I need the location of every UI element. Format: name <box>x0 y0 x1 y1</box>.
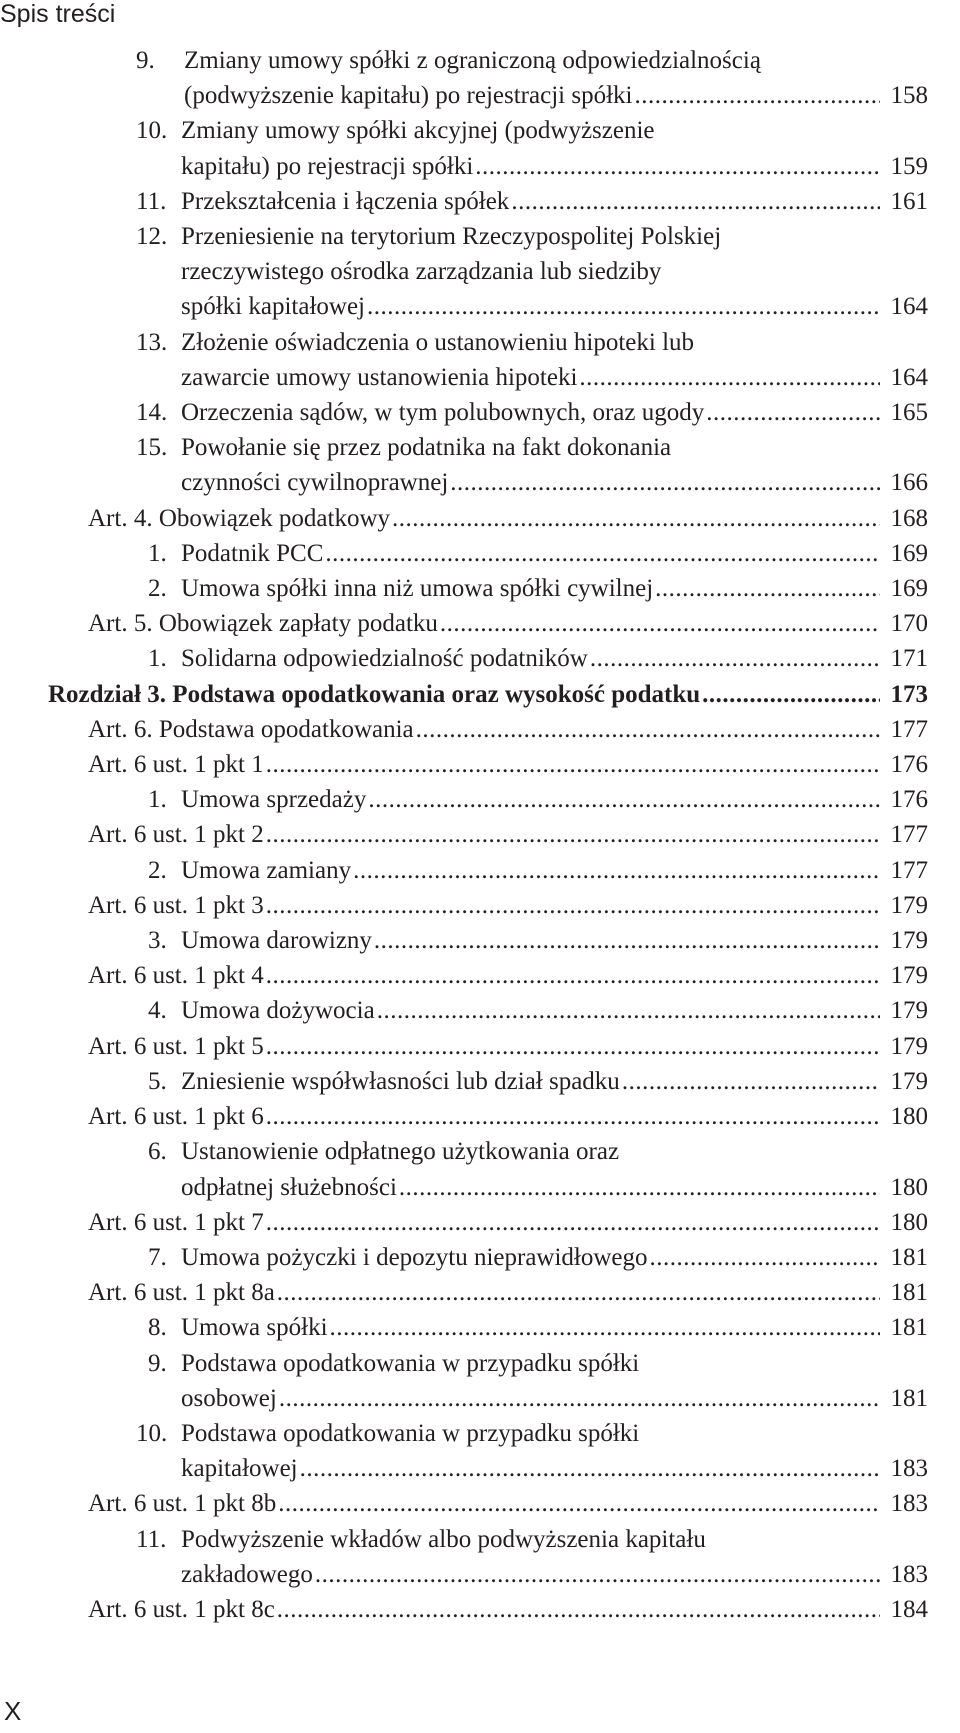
dot-leader <box>368 782 880 817</box>
dot-leader <box>416 712 880 747</box>
dot-leader <box>590 641 880 676</box>
toc-entry-title: odpłatnej służebności <box>181 1173 397 1201</box>
toc-entry-title: Podwyższenie wkładów albo podwyższenia kapitału <box>181 1525 706 1553</box>
toc-entry-title: zawarcie umowy ustanowienia hipoteki <box>181 363 578 391</box>
toc-entry-title: osobowej <box>181 1384 277 1412</box>
toc-entry-page-number: 177 <box>890 821 928 849</box>
toc-entry-page-number: 179 <box>890 1067 928 1095</box>
toc-entry-page-number: 180 <box>890 1173 928 1201</box>
toc-entry-title: Złożenie oświadczenia o ustanowieniu hipoteki lub <box>181 328 695 356</box>
toc-entry-page-number: 179 <box>890 891 928 919</box>
toc-entry-number: 4. <box>148 997 167 1025</box>
toc-entry-title: Orzeczenia sądów, w tym polubownych, oraz ugody <box>181 399 705 427</box>
page-header-title: Spis treści <box>0 0 116 28</box>
toc-entry-title: Umowa sprzedaży <box>181 786 367 814</box>
toc-entry-title: kapitału) po rejestracji spółki <box>181 152 474 180</box>
dot-leader <box>266 888 880 923</box>
toc-entry-title: Art. 6 ust. 1 pkt 1 <box>88 751 264 779</box>
page-footer-mark: X <box>4 1696 22 1726</box>
toc-entry[interactable] <box>48 1592 928 1627</box>
toc-entry[interactable] <box>48 219 928 325</box>
toc-entry[interactable] <box>48 1240 928 1275</box>
toc-entry-title: Zmiany umowy spółki akcyjnej (podwyższenie <box>181 117 655 145</box>
toc-entry-page-number: 176 <box>890 751 928 779</box>
toc-entry[interactable] <box>48 923 928 958</box>
toc-entry[interactable] <box>48 782 928 817</box>
toc-entry[interactable] <box>48 43 928 113</box>
toc-entry-number: 1. <box>148 786 167 814</box>
toc-entry-number: 7. <box>148 1243 167 1271</box>
toc-entry-title: Art. 6 ust. 1 pkt 8a <box>88 1279 275 1307</box>
toc-entry-number: 9. <box>148 1349 167 1377</box>
toc-entry-page-number: 169 <box>890 539 928 567</box>
toc-entry-number: 2. <box>148 856 167 884</box>
toc-entry-title: Rozdział 3. Podstawa opodatkowania oraz wysokość podatku <box>48 680 701 708</box>
toc-entry[interactable] <box>48 1486 928 1521</box>
dot-leader <box>266 747 880 782</box>
toc-entry-number: 11. <box>136 187 167 215</box>
dot-leader <box>440 606 880 641</box>
dot-leader <box>475 149 880 184</box>
dot-leader <box>622 1064 880 1099</box>
toc-entry-page-number: 164 <box>890 363 928 391</box>
toc-entry-title: Ustanowienie odpłatnego użytkowania oraz <box>181 1138 620 1166</box>
toc-entry[interactable] <box>48 1310 928 1345</box>
dot-leader <box>266 817 880 852</box>
dot-leader <box>450 465 880 500</box>
dot-leader <box>277 1275 880 1310</box>
toc-entry-number: 10. <box>136 1419 168 1447</box>
dot-leader <box>278 1486 880 1521</box>
toc-entry-title: Art. 6 ust. 1 pkt 4 <box>88 962 264 990</box>
toc-entry-number: 14. <box>136 399 168 427</box>
dot-leader <box>325 536 880 571</box>
toc-entry-number: 6. <box>148 1138 167 1166</box>
toc-entry-page-number: 173 <box>890 680 928 708</box>
toc-entry-title: (podwyższenie kapitału) po rejestracji spółki <box>184 82 633 110</box>
toc-entry-page-number: 181 <box>890 1243 928 1271</box>
toc-entry-page-number: 180 <box>890 1208 928 1236</box>
toc-entry-title: Art. 6. Podstawa opodatkowania <box>88 715 414 743</box>
dot-leader <box>511 184 880 219</box>
toc-entry-title: Art. 6 ust. 1 pkt 2 <box>88 821 264 849</box>
toc-entry-number: 1. <box>148 539 167 567</box>
toc-entry-title: Podatnik PCC <box>181 539 324 567</box>
toc-entry[interactable] <box>48 888 928 923</box>
toc-entry-page-number: 184 <box>890 1595 928 1623</box>
toc-entry[interactable] <box>48 677 928 712</box>
toc-entry[interactable] <box>48 993 928 1028</box>
toc-entry-title: Przekształcenia i łączenia spółek <box>181 187 510 215</box>
toc-entry-page-number: 168 <box>890 504 928 532</box>
toc-entry-title: Umowa spółki inna niż umowa spółki cywilnej <box>181 575 654 603</box>
toc-entry[interactable] <box>48 606 928 641</box>
toc-entry[interactable] <box>48 1064 928 1099</box>
toc-entry-page-number: 179 <box>890 927 928 955</box>
dot-leader <box>367 289 880 324</box>
toc-entry[interactable] <box>48 817 928 852</box>
toc-entry-title: Umowa dożywocia <box>181 997 375 1025</box>
toc-entry[interactable] <box>48 1029 928 1064</box>
dot-leader <box>377 993 880 1028</box>
toc-entry-title: rzeczywistego ośrodka zarządzania lub siedziby <box>181 258 662 286</box>
toc-entry-number: 2. <box>148 575 167 603</box>
dot-leader <box>374 923 880 958</box>
dot-leader <box>634 78 880 113</box>
toc-entry-page-number: 169 <box>890 575 928 603</box>
toc-entry[interactable] <box>48 536 928 571</box>
dot-leader <box>277 1592 880 1627</box>
toc-entry-title: Podstawa opodatkowania w przypadku spółki <box>181 1419 640 1447</box>
toc-entry[interactable] <box>48 712 928 747</box>
toc-entry-number: 10. <box>136 117 168 145</box>
toc-entry-page-number: 179 <box>890 1032 928 1060</box>
dot-leader <box>279 1381 880 1416</box>
toc-entry-title: zakładowego <box>181 1560 313 1588</box>
toc-entry-title: Art. 6 ust. 1 pkt 5 <box>88 1032 264 1060</box>
toc-entry-title: Art. 6 ust. 1 pkt 3 <box>88 891 264 919</box>
toc-entry[interactable] <box>48 1099 928 1134</box>
toc-entry-page-number: 164 <box>890 293 928 321</box>
dot-leader <box>399 1170 880 1205</box>
toc-entry[interactable] <box>48 853 928 888</box>
toc-entry-number: 12. <box>136 223 168 251</box>
toc-entry-page-number: 165 <box>890 399 928 427</box>
toc-entry-page-number: 179 <box>890 997 928 1025</box>
toc-entry[interactable] <box>48 1205 928 1240</box>
toc-entry-page-number: 176 <box>890 786 928 814</box>
toc-entry-title: Umowa darowizny <box>181 927 372 955</box>
toc-entry-page-number: 183 <box>890 1455 928 1483</box>
toc-entry-page-number: 159 <box>890 152 928 180</box>
table-of-contents <box>48 43 928 1627</box>
toc-entry-page-number: 179 <box>890 962 928 990</box>
toc-entry[interactable] <box>48 1522 928 1592</box>
toc-entry-title: Podstawa opodatkowania w przypadku spółki <box>181 1349 640 1377</box>
toc-entry-page-number: 177 <box>890 715 928 743</box>
dot-leader <box>706 395 880 430</box>
dot-leader <box>353 853 880 888</box>
toc-entry[interactable] <box>48 395 928 430</box>
toc-entry-number: 11. <box>136 1525 167 1553</box>
toc-entry-title: kapitałowej <box>181 1455 298 1483</box>
toc-entry-page-number: 183 <box>890 1560 928 1588</box>
toc-entry[interactable] <box>48 641 928 676</box>
toc-entry-page-number: 183 <box>890 1490 928 1518</box>
toc-entry-number: 9. <box>136 47 155 74</box>
toc-entry-title: Solidarna odpowiedzialność podatników <box>181 645 588 673</box>
toc-entry[interactable] <box>48 747 928 782</box>
toc-entry[interactable] <box>48 1275 928 1310</box>
toc-entry-page-number: 177 <box>890 856 928 884</box>
toc-entry[interactable] <box>48 113 928 183</box>
toc-entry-page-number: 181 <box>890 1279 928 1307</box>
toc-entry-page-number: 171 <box>890 645 928 673</box>
toc-entry-page-number: 181 <box>890 1384 928 1412</box>
toc-entry-number: 8. <box>148 1314 167 1342</box>
toc-entry-title: Art. 6 ust. 1 pkt 8b <box>88 1490 277 1518</box>
toc-entry[interactable] <box>48 1134 928 1204</box>
toc-entry-title: Zmiany umowy spółki z ograniczoną odpowiedzialnością <box>184 47 761 74</box>
dot-leader <box>266 1205 880 1240</box>
toc-entry[interactable] <box>48 571 928 606</box>
dot-leader <box>315 1557 880 1592</box>
toc-entry-title: Zniesienie współwłasności lub dział spadku <box>181 1067 620 1095</box>
dot-leader <box>579 360 880 395</box>
dot-leader <box>266 958 880 993</box>
dot-leader <box>300 1451 880 1486</box>
toc-entry-number: 3. <box>148 927 167 955</box>
toc-entry-page-number: 180 <box>890 1103 928 1131</box>
toc-entry-title: Umowa pożyczki i depozytu nieprawidłowego <box>181 1243 648 1271</box>
dot-leader <box>266 1029 880 1064</box>
toc-entry-page-number: 158 <box>890 82 928 110</box>
toc-entry-title: Powołanie się przez podatnika na fakt dokonania <box>181 434 672 462</box>
toc-entry[interactable] <box>48 184 928 219</box>
toc-entry[interactable] <box>48 958 928 993</box>
toc-entry-page-number: 166 <box>890 469 928 497</box>
toc-entry-page-number: 161 <box>890 187 928 215</box>
toc-entry-number: 13. <box>136 328 168 356</box>
toc-entry-title: Art. 4. Obowiązek podatkowy <box>88 504 391 532</box>
toc-entry-number: 5. <box>148 1067 167 1095</box>
toc-entry[interactable] <box>48 430 928 500</box>
toc-entry[interactable] <box>48 325 928 395</box>
toc-entry[interactable] <box>48 1346 928 1416</box>
toc-entry-page-number: 170 <box>890 610 928 638</box>
toc-entry-title: Art. 5. Obowiązek zapłaty podatku <box>88 610 438 638</box>
dot-leader <box>330 1310 880 1345</box>
dot-leader <box>392 501 880 536</box>
toc-entry-page-number: 181 <box>890 1314 928 1342</box>
dot-leader <box>702 677 880 712</box>
toc-entry-title: Przeniesienie na terytorium Rzeczypospolitej Polskiej <box>181 223 722 251</box>
dot-leader <box>650 1240 880 1275</box>
toc-entry-title: spółki kapitałowej <box>181 293 365 321</box>
toc-entry[interactable] <box>48 1416 928 1486</box>
toc-entry[interactable] <box>48 501 928 536</box>
toc-entry-title: Umowa zamiany <box>181 856 352 884</box>
dot-leader <box>266 1099 880 1134</box>
toc-entry-number: 1. <box>148 645 167 673</box>
toc-entry-title: Art. 6 ust. 1 pkt 8c <box>88 1595 275 1623</box>
toc-entry-title: czynności cywilnoprawnej <box>181 469 449 497</box>
toc-entry-title: Art. 6 ust. 1 pkt 7 <box>88 1208 264 1236</box>
toc-entry-title: Umowa spółki <box>181 1314 328 1342</box>
toc-entry-number: 15. <box>136 434 168 462</box>
dot-leader <box>655 571 880 606</box>
toc-entry-title: Art. 6 ust. 1 pkt 6 <box>88 1103 264 1131</box>
